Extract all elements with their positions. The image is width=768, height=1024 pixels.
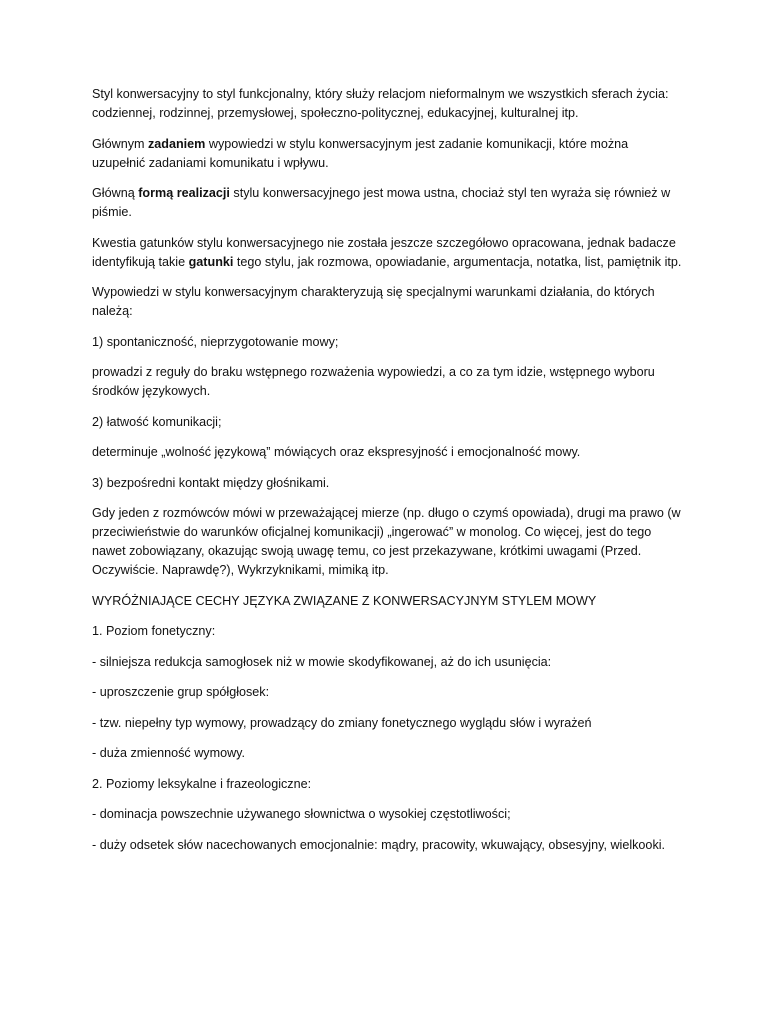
paragraph <box>92 333 682 352</box>
text-run: Styl konwersacyjny to styl funkcjonalny, który służy relacjom nieformalnym we wszystkich sferach życia: codziennej, rodzinnej, przemysłowej, społeczno-politycznej, edukacyjnej, kulturalnej itp. <box>92 87 669 120</box>
text-run: stylu konwersacyjnego jest mowa ustna, chociaż styl ten wyraża się również w piśmie. <box>92 186 671 219</box>
text-run: - tzw. niepełny typ wymowy, prowadzący do zmiany fonetycznego wyglądu słów i wyrażeń <box>92 715 592 730</box>
paragraph <box>92 283 682 321</box>
text-run: - duży odsetek słów nacechowanych emocjonalnie: mądry, pracowity, wkuwający, obsesyjny, wielkooki. <box>92 837 666 852</box>
bold-text: formą realizacji <box>138 186 230 200</box>
text-run: 3) bezpośredni kontakt między głośnikami. <box>92 475 330 490</box>
text-run: - uproszczenie grup spółgłosek: <box>92 685 270 699</box>
paragraph <box>92 744 682 763</box>
text-run: - duża zmienność wymowy. <box>92 746 246 760</box>
paragraph <box>92 805 682 824</box>
paragraph <box>92 474 682 493</box>
text-run: Głównym <box>92 136 148 151</box>
text-run: prowadzi z reguły do braku wstępnego rozważenia wypowiedzi, a co za tym idzie, wstępnego wyboru środków językowych. <box>92 365 655 398</box>
paragraph <box>92 234 682 272</box>
text-run: Wypowiedzi w stylu konwersacyjnym charakteryzują się specjalnymi warunkami działania, do których należą: <box>92 285 655 318</box>
text-run: Kwestia gatunków stylu konwersacyjnego nie została jeszcze szczegółowo opracowana, jednak badacze identyfikują takie <box>92 235 676 269</box>
document-body <box>92 85 682 866</box>
text-run: - silniejsza redukcja samogłosek niż w mowie skodyfikowanej, aż do ich usunięcia: <box>92 654 552 669</box>
text-run: 1) spontaniczność, nieprzygotowanie mowy; <box>92 334 339 349</box>
paragraph <box>92 714 682 733</box>
text-run: WYRÓŻNIAJĄCE CECHY JĘZYKA ZWIĄZANE Z KONWERSACYJNYM STYLEM MOWY <box>92 593 597 608</box>
text-run: determinuje „wolność językową” mówiących oraz ekspresyjność i emocjonalność mowy. <box>92 445 581 459</box>
text-run: 1. Poziom fonetyczny: <box>92 624 216 638</box>
paragraph <box>92 413 682 432</box>
paragraph <box>92 592 682 611</box>
paragraph <box>92 443 682 462</box>
paragraph <box>92 622 682 641</box>
paragraph <box>92 836 682 855</box>
paragraph <box>92 653 682 672</box>
text-run: - dominacja powszechnie używanego słownictwa o wysokiej częstotliwości; <box>92 807 511 821</box>
text-run: 2. Poziomy leksykalne i frazeologiczne: <box>92 776 312 791</box>
text-run: tego stylu, jak rozmowa, opowiadanie, argumentacja, notatka, list, pamiętnik itp. <box>233 254 682 269</box>
paragraph <box>92 135 682 173</box>
paragraph <box>92 85 682 123</box>
paragraph <box>92 363 682 401</box>
paragraph <box>92 184 682 222</box>
paragraph <box>92 504 682 580</box>
bold-text: zadaniem <box>147 136 206 151</box>
paragraph <box>92 775 682 794</box>
text-run: Główną <box>92 186 139 200</box>
bold-text: gatunki <box>188 254 234 269</box>
text-run: Gdy jeden z rozmówców mówi w przeważającej mierze (np. długo o czymś opowiada), drugi ma prawo (w przeciwieństwie do warunków oficjalnej komunikacji) „ingerować” w monolog. Co więcej, jest do tego nawet zobowiązany, okazując swoją uwagę temu, co jest przekazywane, krótkimi uwagami (Przed. Oczywiście. Naprawdę?), Wykrzyknikami, mimiką itp. <box>92 506 681 577</box>
text-run: 2) łatwość komunikacji; <box>92 414 222 429</box>
text-run: wypowiedzi w stylu konwersacyjnym jest zadanie komunikacji, które można uzupełnić zadaniami komunikatu i wpływu. <box>92 136 629 170</box>
paragraph <box>92 683 682 702</box>
